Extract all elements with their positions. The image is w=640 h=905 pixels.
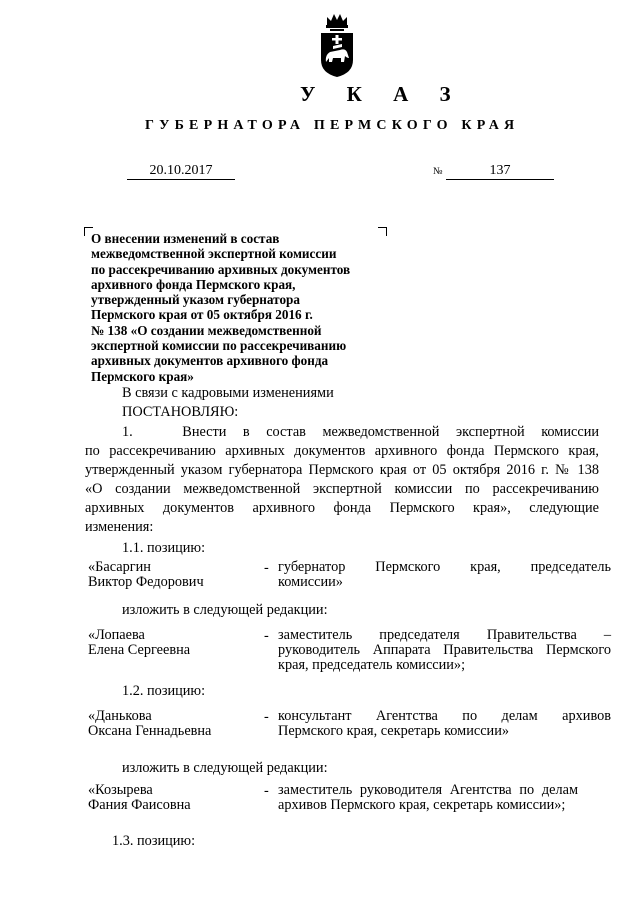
entry-dash: - <box>264 783 269 799</box>
position-line: комиссии» <box>278 574 343 590</box>
member-surname: «Козырева <box>88 782 153 798</box>
member-position <box>278 783 578 813</box>
member-surname: «Данькова <box>88 708 152 724</box>
member-name <box>88 560 204 590</box>
position-line: консультант Агентства по делам архивов <box>278 708 611 724</box>
position-line: заместитель руководителя Агентства по делам <box>278 782 578 798</box>
document-date <box>127 163 235 180</box>
subitem-1-3: 1.3. позицию: <box>112 833 196 849</box>
item1-line: по рассекречиванию архивных документов архивного фонда Пермского края, <box>85 443 599 459</box>
subject-line: утвержденный указом губернатора <box>91 292 300 308</box>
subject-line: экспертной комиссии по рассекречиванию <box>91 338 347 354</box>
position-line: заместитель председателя Правительства – <box>278 627 611 643</box>
member-name <box>88 709 211 739</box>
item1-line: архивных документов архивного фонда Пермского края», следующие <box>85 500 599 516</box>
document-title: У К А З <box>300 82 464 106</box>
member-surname: «Басаргин <box>88 559 151 575</box>
replace-text: изложить в следующей редакции: <box>122 760 328 776</box>
member-name <box>88 783 191 813</box>
subitem-1-2: 1.2. позицию: <box>122 683 206 699</box>
item1-line: утвержденный указом губернатора Пермского края от 05 октября 2016 г. № 138 <box>85 462 599 478</box>
number-sign: № <box>433 166 443 177</box>
subject-line: архивного фонда Пермского края, <box>91 276 296 292</box>
entry-dash: - <box>264 560 269 576</box>
subject-line: Пермского края» <box>91 368 194 384</box>
entry-dash: - <box>264 628 269 644</box>
replace-text: изложить в следующей редакции: <box>122 602 328 618</box>
subject-line: № 138 «О создании межведомственной <box>91 322 322 338</box>
item1-line: изменения: <box>85 519 154 535</box>
member-given-name: Оксана Геннадьевна <box>88 723 212 739</box>
member-surname: «Лопаева <box>88 627 145 643</box>
subject-line: Пермского края от 05 октября 2016 г. <box>91 307 313 323</box>
member-name <box>88 628 190 658</box>
date-value: 20.10.2017 <box>127 163 235 180</box>
member-given-name: Елена Сергеевна <box>88 642 191 658</box>
position-line: архивов Пермского края, секретарь комиссии»; <box>278 797 566 813</box>
entry-dash: - <box>264 709 269 725</box>
coat-of-arms-emblem <box>318 12 356 78</box>
member-position <box>278 709 611 739</box>
document-subtitle: ГУБЕРНАТОРА ПЕРМСКОГО КРАЯ <box>145 118 520 133</box>
subitem-1-1: 1.1. позицию: <box>122 540 206 556</box>
document-number <box>433 163 554 180</box>
subject-line: межведомственной экспертной комиссии <box>91 246 337 262</box>
document-subject <box>91 231 391 384</box>
position-line: Пермского края, секретарь комиссии» <box>278 723 510 739</box>
member-given-name: Фания Фаисовна <box>88 797 191 813</box>
item1-line: «О создании межведомственной экспертной комиссии по рассекречиванию <box>85 481 599 497</box>
decree-word: ПОСТАНОВЛЯЮ: <box>122 404 239 420</box>
subject-line: архивных документов архивного фонда <box>91 353 329 369</box>
position-line: края, председатель комиссии»; <box>278 657 466 673</box>
subject-line: О внесении изменений в состав <box>91 231 280 246</box>
position-line: руководитель Аппарата Правительства Пермского <box>278 642 611 658</box>
member-position <box>278 628 611 673</box>
member-position <box>278 560 611 590</box>
item1-line: 1. Внести в состав межведомственной экспертной комиссии <box>122 424 599 440</box>
intro-text: В связи с кадровыми изменениями <box>122 385 334 401</box>
position-line: губернатор Пермского края, председатель <box>278 559 611 575</box>
member-given-name: Виктор Федорович <box>88 574 204 590</box>
number-value: 137 <box>446 163 554 180</box>
subject-line: по рассекречиванию архивных документов <box>91 261 351 277</box>
